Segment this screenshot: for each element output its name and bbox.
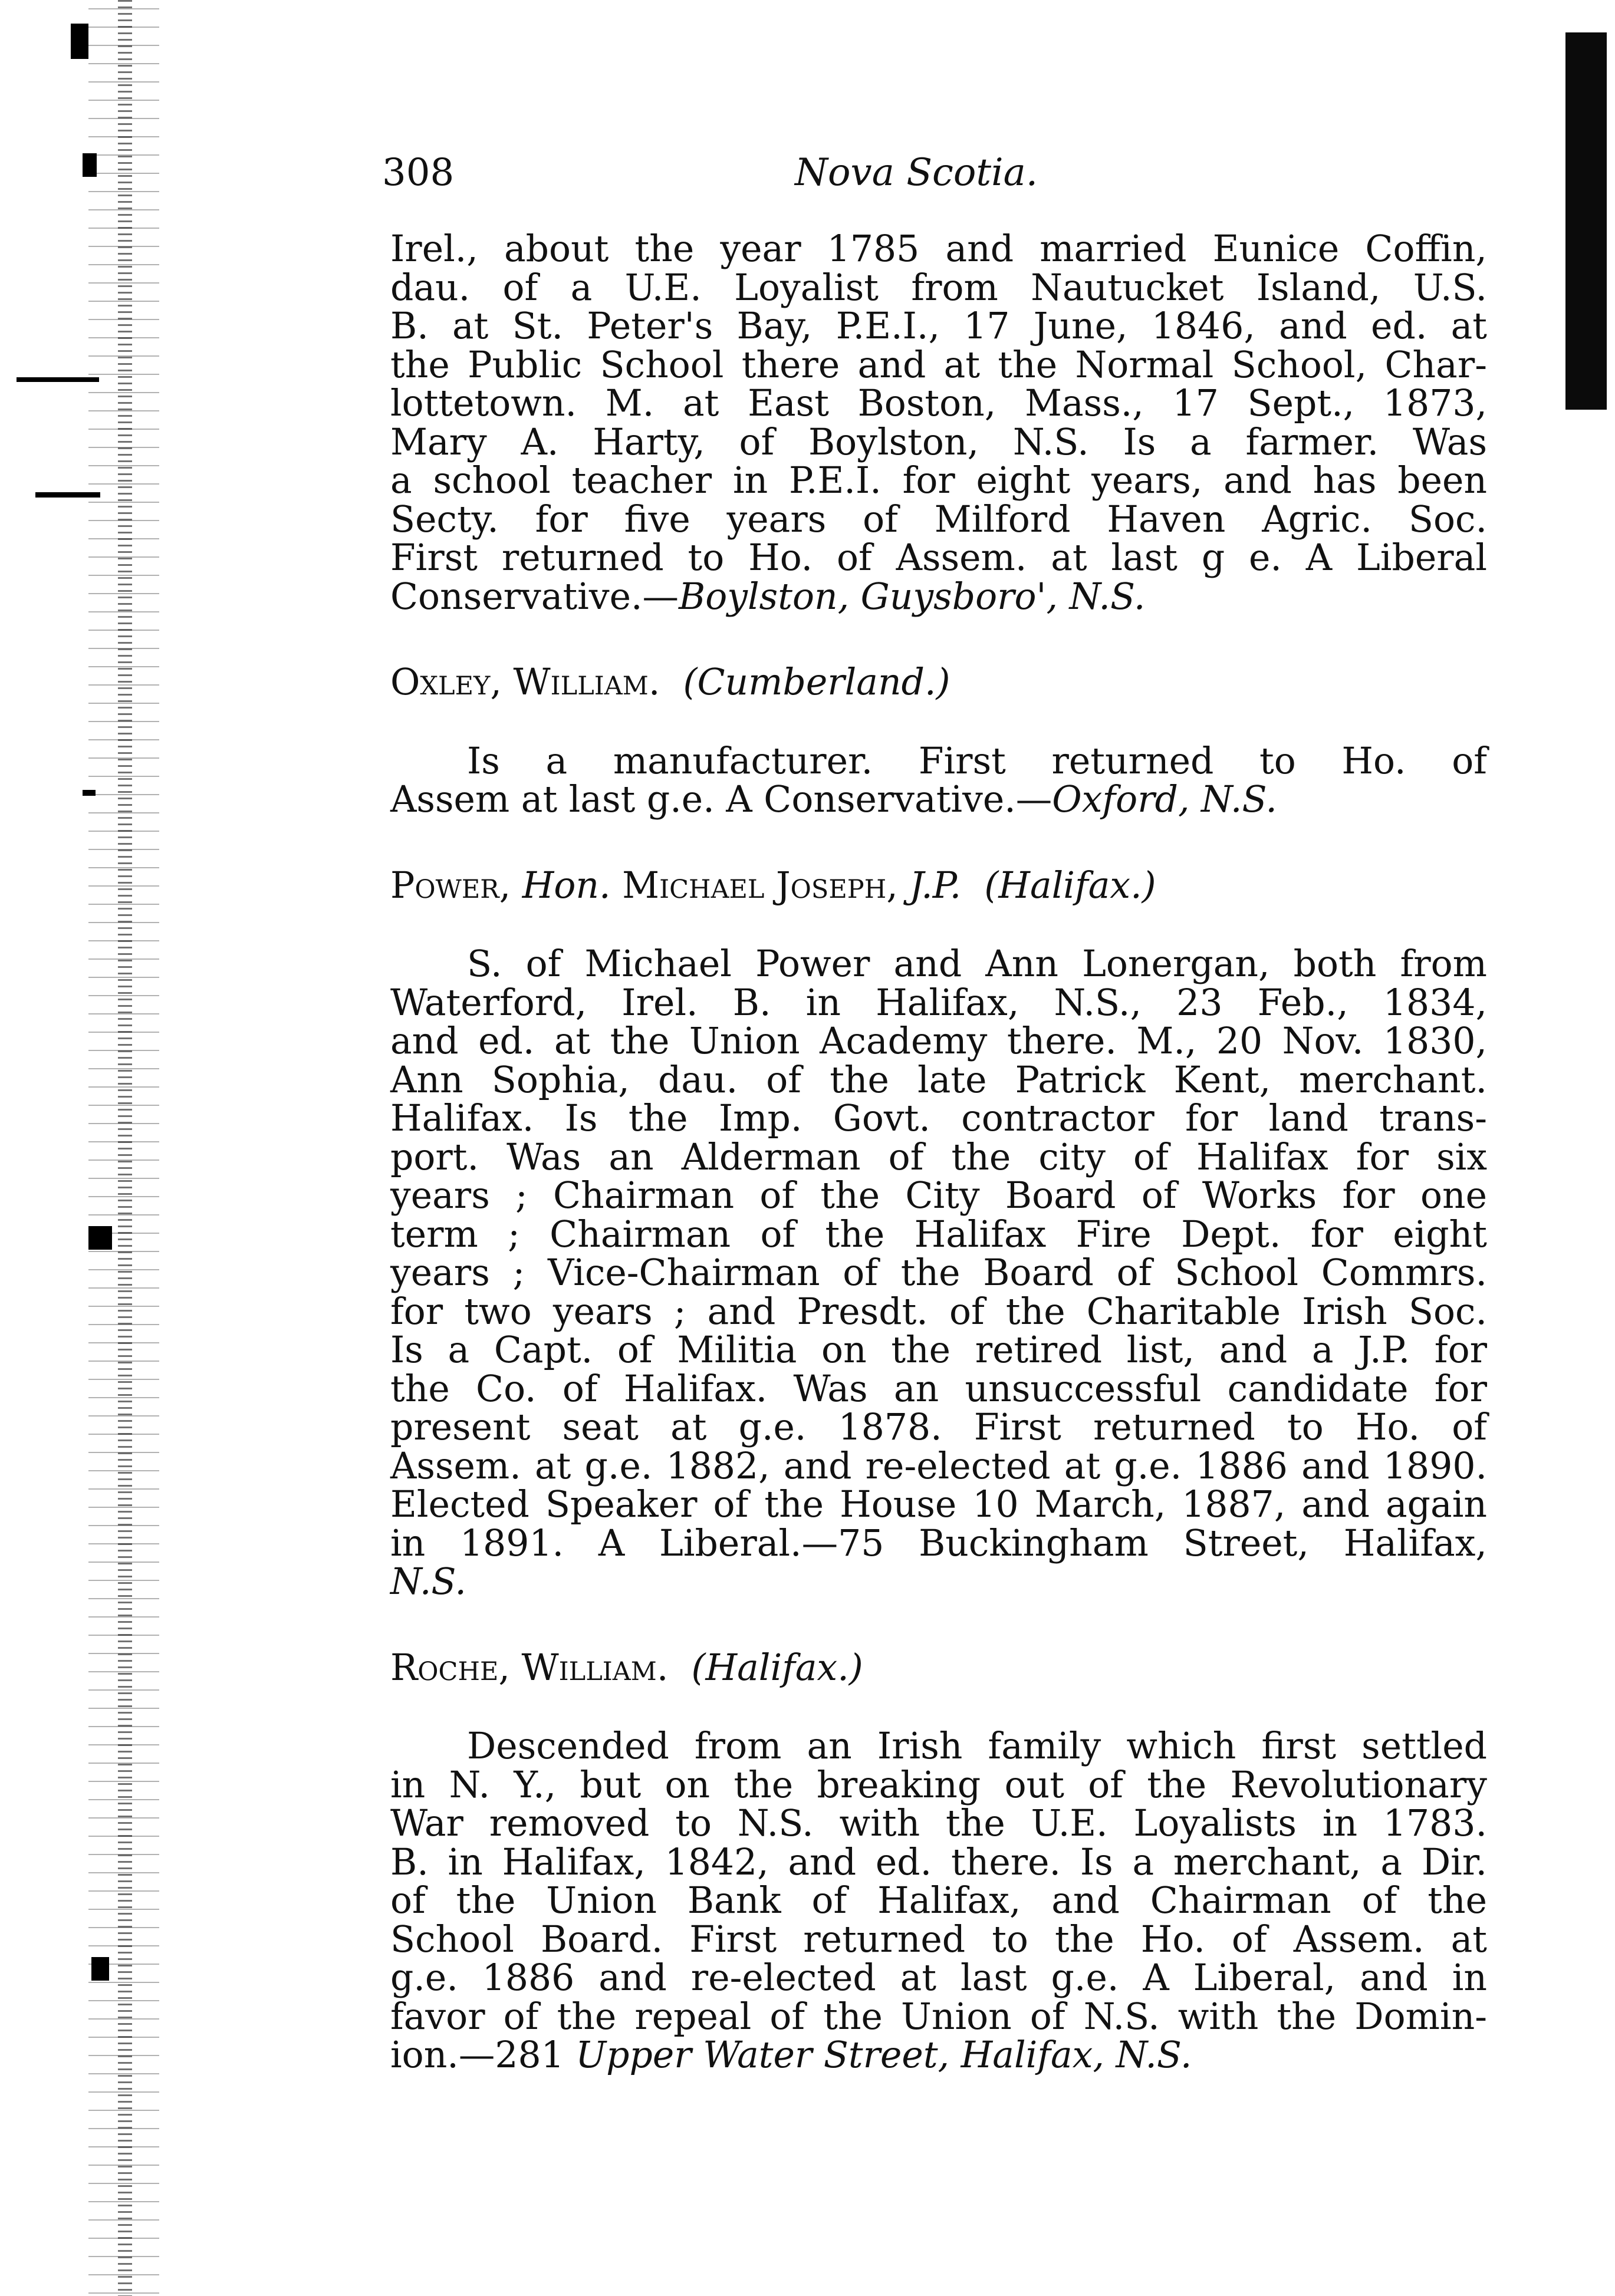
entry-heading [390,1646,1487,1689]
text-line: B. at St. Peter's Bay, P.E.I., 17 June, 1846, and ed. at [390,305,1487,347]
address: Oxford, N.S. [1052,778,1277,821]
post-nominal: J.P. [909,864,962,907]
riding: (Cumberland.) [683,661,950,703]
text-line: Elected Speaker of the House 10 March, 1887, and again [390,1483,1487,1526]
text-line: favor of the repeal of the Union of N.S. with the Domin- [390,1995,1487,2038]
honorific: Hon. [522,864,611,907]
text-line: School Board. First returned to the Ho. of Assem. at [390,1918,1487,1961]
riding: (Halifax.) [984,864,1156,907]
text-line: of the Union Bank of Halifax, and Chairman of the [390,1879,1487,1922]
edge-mark [35,492,100,498]
edge-mark [83,790,96,796]
text-line: Mary A. Harty, of Boylston, N.S. Is a farmer. Was [390,420,1487,463]
text-line: port. Was an Alderman of the city of Halifax for six [390,1135,1487,1178]
text-column [390,230,1487,2075]
text-line: years ; Vice-Chairman of the Board of School Commrs. [390,1251,1487,1294]
text-line: Descended from an Irish family which first settled [467,1725,1487,1767]
text-line: Ann Sophia, dau. of the late Patrick Kent, merchant. [390,1058,1487,1101]
entry-roche [390,1646,1487,2076]
address: Upper Water Street, Halifax, N.S. [575,2034,1192,2076]
text-line-last [390,1560,1487,1603]
text-line: present seat at g.e. 1878. First returned to Ho. of [390,1406,1487,1448]
text-line-last [390,780,1487,819]
text-line: War removed to N.S. with the U.E. Loyalists in 1783. [390,1802,1487,1844]
text-line: and ed. at the Union Academy there. M., 20 Nov. 1830, [390,1020,1487,1062]
member-name: Power, [390,864,511,907]
text-line: Is a manufacturer. First returned to Ho. of [467,739,1487,782]
text-line-last [390,575,1487,618]
text-line: a school teacher in P.E.I. for eight years, and has been [390,459,1487,502]
edge-mark [71,24,88,59]
text-line: Secty. for five years of Milford Haven Agric. Soc. [390,498,1487,541]
edge-mark [17,377,99,382]
text-line-last [390,2036,1487,2075]
scan-margin-bar [1565,32,1607,410]
text-line: Halifax. Is the Imp. Govt. contractor for land trans- [390,1097,1487,1139]
text-line: Is a Capt. of Militia on the retired list, and a J.P. for [390,1329,1487,1371]
entry-continuation [390,230,1487,616]
closing-text: Assem at last g.e. A Conservative.— [390,778,1052,821]
text-line: for two years ; and Presdt. of the Charitable Irish Soc. [390,1290,1487,1333]
text-line: S. of Michael Power and Ann Lonergan, both from [467,943,1487,985]
closing-text: N.S. [390,1560,466,1603]
closing-text: Conservative.— [390,575,679,618]
text-line: g.e. 1886 and re-elected at last g.e. A Liberal, and in [390,1956,1487,1999]
text-line: term ; Chairman of the Halifax Fire Dept. for eight [390,1213,1487,1256]
entry-heading [390,663,1487,702]
address: Boylston, Guysboro', N.S. [679,575,1146,618]
text-line: lottetown. M. at East Boston, Mass., 17 Sept., 1873, [390,382,1487,424]
edge-mark [83,153,97,177]
closing-text: ion.—281 [390,2034,576,2076]
text-line: in 1891. A Liberal.—75 Buckingham Street, Halifax, [390,1521,1487,1564]
entry-heading [390,864,1487,907]
header-title: Nova Scotia. [795,151,1038,195]
text-line: First returned to Ho. of Assem. at last g e. A Liberal [390,536,1487,579]
member-name: Roche, William. [390,1646,669,1689]
text-line: the Public School there and at the Normal School, Char- [390,343,1487,386]
entry-oxley [390,663,1487,819]
text-line: Waterford, Irel. B. in Halifax, N.S., 23 Feb., 1834, [390,981,1487,1024]
running-head [382,147,1066,195]
text-line: the Co. of Halifax. Was an unsuccessful candidate for [390,1367,1487,1410]
text-line: dau. of a U.E. Loyalist from Nautucket Island, U.S. [390,266,1487,309]
text-line: Assem. at g.e. 1882, and re-elected at g.e. 1886 and 1890. [390,1444,1487,1487]
text-line: in N. Y., but on the breaking out of the Revolutionary [390,1763,1487,1806]
edge-mark [88,1226,112,1250]
entry-power [390,864,1487,1603]
riding: (Halifax.) [691,1646,863,1689]
member-name: Oxley, William. [390,661,660,703]
page-number: 308 [382,151,455,195]
text-line: B. in Halifax, 1842, and ed. there. Is a merchant, a Dir. [390,1840,1487,1883]
binding-edge-marks [118,0,132,2296]
edge-mark [91,1957,109,1981]
member-given-names: Michael Joseph, [622,864,898,907]
text-line: years ; Chairman of the City Board of Works for one [390,1174,1487,1217]
text-line: Irel., about the year 1785 and married Eunice Coffin, [390,228,1487,270]
